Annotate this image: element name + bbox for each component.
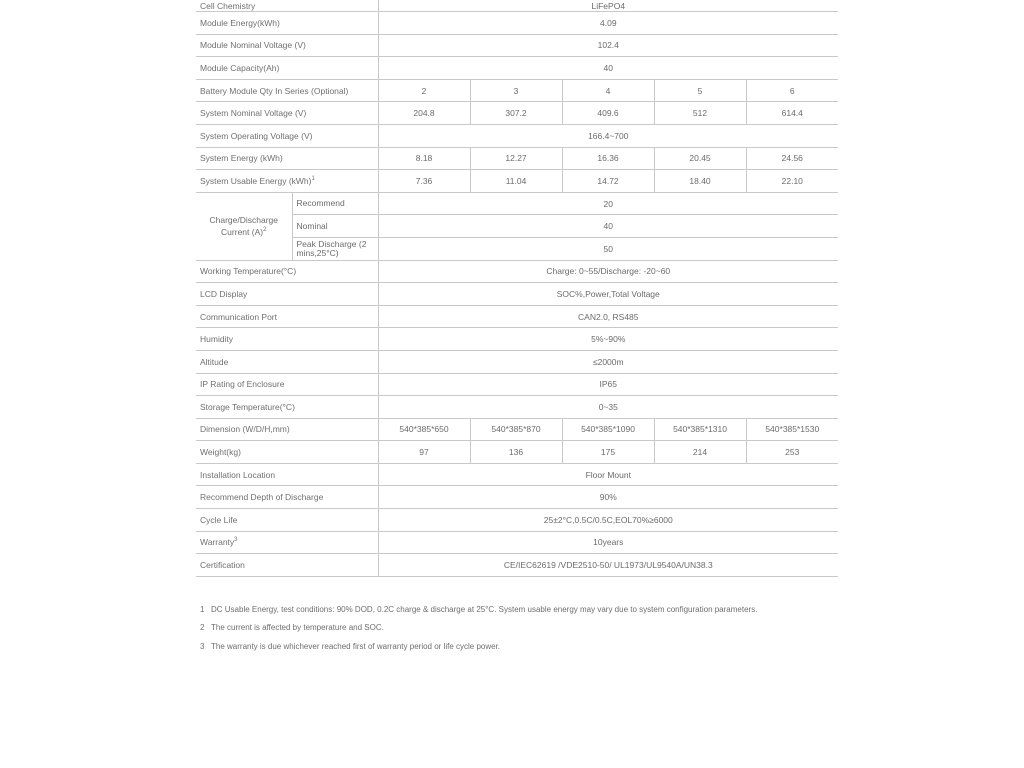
cell-value: 540*385*1310 (654, 418, 746, 441)
cell-value: 540*385*1090 (562, 418, 654, 441)
row-value: 40 (378, 57, 838, 80)
row-value: 10years (378, 531, 838, 554)
table-row (196, 509, 838, 532)
footnote (200, 619, 840, 638)
cell-value: 136 (470, 441, 562, 464)
row-value: 4.09 (378, 12, 838, 35)
table-row (196, 486, 838, 509)
row-label: LCD Display (196, 283, 378, 306)
footnote-ref: 1 (311, 176, 315, 183)
cell-value: 11.04 (470, 170, 562, 193)
row-label: Communication Port (196, 305, 378, 328)
cell-value: 253 (746, 441, 838, 464)
row-label: Recommend Depth of Discharge (196, 486, 378, 509)
row-label (196, 531, 378, 554)
row-label: Module Capacity(Ah) (196, 57, 378, 80)
row-value: Floor Mount (378, 463, 838, 486)
row-label (196, 170, 378, 193)
table-row (196, 0, 838, 12)
table-row (196, 147, 838, 170)
table-row (196, 396, 838, 419)
row-label: System Operating Voltage (V) (196, 124, 378, 147)
cell-value: 97 (378, 441, 470, 464)
footnote-number: 1 (200, 604, 205, 614)
table-row (196, 441, 838, 464)
footnote (200, 637, 840, 656)
row-label: Module Energy(kWh) (196, 12, 378, 35)
cell-value: 3 (470, 79, 562, 102)
spec-table (196, 0, 838, 577)
row-value: 5%~90% (378, 328, 838, 351)
cell-value: 18.40 (654, 170, 746, 193)
cell-value: 4 (562, 79, 654, 102)
row-label: Certification (196, 554, 378, 577)
footnote-number: 3 (200, 641, 205, 651)
row-value: 0~35 (378, 396, 838, 419)
footnote-text: DC Usable Energy, test conditions: 90% DOD, 0.2C charge & discharge at 25°C. System usable energy may vary due to system configuration parameters. (211, 604, 758, 614)
row-label: Humidity (196, 328, 378, 351)
sub-label: Peak Discharge (2 mins,25°C) (292, 237, 378, 260)
row-value: 102.4 (378, 34, 838, 57)
cell-value: 512 (654, 102, 746, 125)
cell-value: 22.10 (746, 170, 838, 193)
cell-value: 12.27 (470, 147, 562, 170)
cell-value: 14.72 (562, 170, 654, 193)
table-row (196, 373, 838, 396)
row-value: LiFePO4 (378, 0, 838, 12)
footnote-text: The current is affected by temperature and SOC. (211, 623, 384, 633)
table-row (196, 102, 838, 125)
table-row (196, 350, 838, 373)
cell-value: 20.45 (654, 147, 746, 170)
cell-value: 409.6 (562, 102, 654, 125)
table-row (196, 124, 838, 147)
cell-value: 5 (654, 79, 746, 102)
cell-value: 204.8 (378, 102, 470, 125)
row-label: Weight(kg) (196, 441, 378, 464)
row-label: System Energy (kWh) (196, 147, 378, 170)
cell-value: 8.18 (378, 147, 470, 170)
row-label: Storage Temperature(°C) (196, 396, 378, 419)
table-row (196, 418, 838, 441)
cell-value: 16.36 (562, 147, 654, 170)
cell-value: 540*385*870 (470, 418, 562, 441)
spec-sheet (196, 0, 838, 577)
footnotes (200, 600, 840, 656)
table-row (196, 463, 838, 486)
cell-value: 6 (746, 79, 838, 102)
row-value: Charge: 0~55/Discharge: -20~60 (378, 260, 838, 283)
table-row (196, 170, 838, 193)
cell-value: 540*385*650 (378, 418, 470, 441)
row-value: 25±2°C,0.5C/0.5C,EOL70%≥6000 (378, 509, 838, 532)
row-value: SOC%,Power,Total Voltage (378, 283, 838, 306)
table-row (196, 554, 838, 577)
table-row (196, 215, 838, 238)
cell-value: 2 (378, 79, 470, 102)
row-value: IP65 (378, 373, 838, 396)
row-label: Cell Chemistry (196, 0, 378, 12)
table-row (196, 34, 838, 57)
footnote-text: The warranty is due whichever reached first of warranty period or life cycle power. (211, 641, 501, 651)
table-row (196, 192, 838, 215)
row-value: 90% (378, 486, 838, 509)
table-row (196, 12, 838, 35)
cell-value: 7.36 (378, 170, 470, 193)
row-value: 166.4~700 (378, 124, 838, 147)
table-row (196, 283, 838, 306)
footnote-ref: 3 (234, 537, 238, 544)
table-row (196, 79, 838, 102)
row-label: Working Temperature(°C) (196, 260, 378, 283)
row-value: 40 (378, 215, 838, 238)
cell-value: 614.4 (746, 102, 838, 125)
footnote-ref: 2 (263, 227, 267, 234)
table-row (196, 328, 838, 351)
sub-label: Recommend (292, 192, 378, 215)
row-label-text: Charge/Discharge Current (A) (209, 215, 278, 238)
row-label: Cycle Life (196, 509, 378, 532)
table-row (196, 260, 838, 283)
row-label: Dimension (W/D/H,mm) (196, 418, 378, 441)
row-label: Module Nominal Voltage (V) (196, 34, 378, 57)
row-label: Altitude (196, 350, 378, 373)
row-label: System Nominal Voltage (V) (196, 102, 378, 125)
table-row (196, 57, 838, 80)
row-value: 50 (378, 237, 838, 260)
row-value: CAN2.0, RS485 (378, 305, 838, 328)
cell-value: 24.56 (746, 147, 838, 170)
footnote-number: 2 (200, 623, 205, 633)
row-value: ≤2000m (378, 350, 838, 373)
row-label: Battery Module Qty In Series (Optional) (196, 79, 378, 102)
row-value: CE/IEC62619 /VDE2510-50/ UL1973/UL9540A/UN38.3 (378, 554, 838, 577)
sub-label: Nominal (292, 215, 378, 238)
row-label: Installation Location (196, 463, 378, 486)
cell-value: 214 (654, 441, 746, 464)
row-label: IP Rating of Enclosure (196, 373, 378, 396)
footnote (200, 600, 840, 619)
cell-value: 307.2 (470, 102, 562, 125)
cell-value: 540*385*1530 (746, 418, 838, 441)
table-row (196, 237, 838, 260)
table-row (196, 531, 838, 554)
cell-value: 175 (562, 441, 654, 464)
row-label-text: System Usable Energy (kWh) (200, 175, 312, 186)
table-row (196, 305, 838, 328)
row-label-text: Warranty (200, 537, 235, 548)
row-value: 20 (378, 192, 838, 215)
current-group-label (196, 192, 292, 260)
